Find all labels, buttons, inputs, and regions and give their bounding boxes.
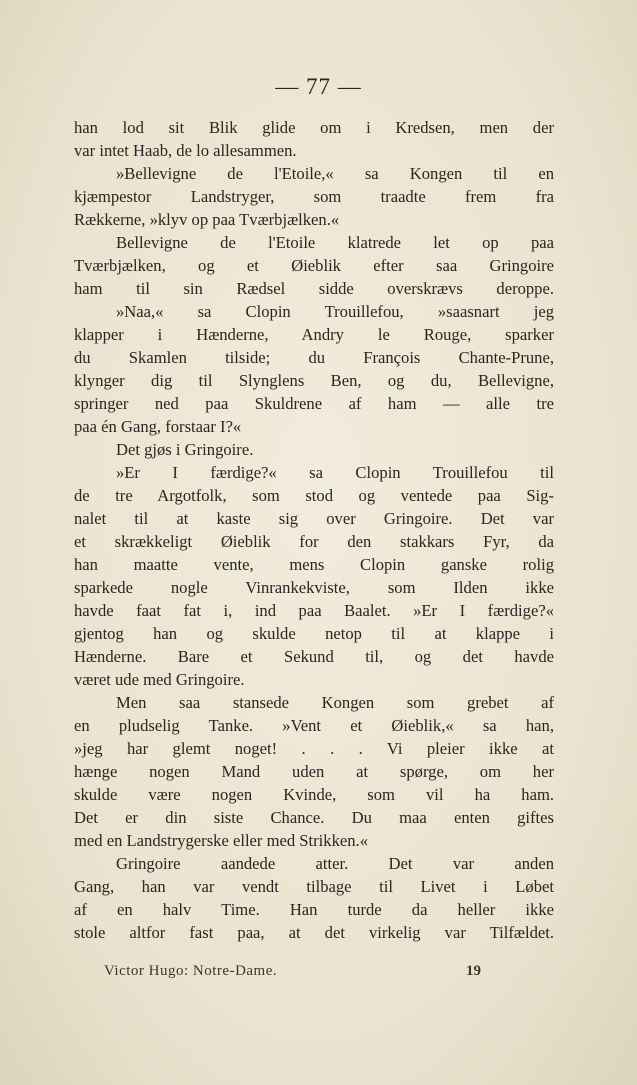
text-line: var intet Haab, de lo allesammen. bbox=[74, 141, 297, 160]
text-line: Hænderne. Bare et Sekund til, og det havde bbox=[74, 647, 554, 666]
text-line: »Bellevigne de l'Etoile,« sa Kongen til en bbox=[116, 164, 554, 183]
text-line: nalet til at kaste sig over Gringoire. Det var bbox=[74, 509, 554, 528]
text-line: hænge nogen Mand uden at spørge, om her bbox=[74, 762, 554, 781]
footer-title: Victor Hugo: Notre-Dame. bbox=[104, 963, 278, 979]
text-line: skulde være nogen Kvinde, som vil ha ham. bbox=[74, 785, 554, 804]
text-line: paa én Gang, forstaar I?« bbox=[74, 417, 242, 436]
text-line: Bellevigne de l'Etoile klatrede let op paa bbox=[116, 233, 554, 252]
text-line: sparkede nogle Vinrankekviste, som Ilden ikke bbox=[74, 578, 554, 597]
text-line: springer ned paa Skuldrene af ham — alle tre bbox=[74, 394, 554, 413]
text-line: Men saa stansede Kongen som grebet af bbox=[116, 693, 554, 712]
text-line: været ude med Gringoire. bbox=[74, 670, 245, 689]
text-line: gjentog han og skulde netop til at klappe i bbox=[74, 624, 554, 643]
text-line: Gringoire aandede atter. Det var anden bbox=[116, 854, 554, 873]
text-line: med en Landstrygerske eller med Strikken.« bbox=[74, 831, 368, 850]
text-line: havde faat fat i, ind paa Baalet. »Er I færdige?« bbox=[74, 601, 554, 620]
text-line: ham til sin Rædsel sidde overskrævs deroppe. bbox=[74, 279, 554, 298]
text-line: et skrækkeligt Øieblik for den stakkars Fyr, da bbox=[74, 532, 554, 551]
text-line: klapper i Hænderne, Andry le Rouge, sparker bbox=[74, 325, 554, 344]
text-line: Det er din siste Chance. Du maa enten giftes bbox=[74, 808, 554, 827]
body-text bbox=[74, 116, 554, 944]
text-line: »jeg har glemt noget! . . . Vi pleier ikke at bbox=[74, 739, 554, 758]
text-line: kjæmpestor Landstryger, som traadte frem fra bbox=[74, 187, 554, 206]
text-line: Tværbjælken, og et Øieblik efter saa Gringoire bbox=[74, 256, 554, 275]
text-line: »Naa,« sa Clopin Trouillefou, »saasnart jeg bbox=[116, 302, 554, 321]
text-line: de tre Argotfolk, som stod og ventede paa Sig- bbox=[74, 486, 554, 505]
text-line: »Er I færdige?« sa Clopin Trouillefou til bbox=[116, 463, 554, 482]
text-line: han maatte vente, mens Clopin ganske rolig bbox=[74, 555, 554, 574]
page-number: — 77 — bbox=[275, 74, 362, 99]
text-line: klynger dig til Slynglens Ben, og du, Bellevigne, bbox=[74, 371, 554, 390]
text-line: en pludselig Tanke. »Vent et Øieblik,« sa han, bbox=[74, 716, 554, 735]
text-line: Det gjøs i Gringoire. bbox=[116, 440, 254, 459]
text-line: du Skamlen tilside; du François Chante-Prune, bbox=[74, 348, 554, 367]
text-line: af en halv Time. Han turde da heller ikke bbox=[74, 900, 554, 919]
signature-mark: 19 bbox=[466, 963, 481, 979]
text-line: stole altfor fast paa, at det virkelig var Tilfældet. bbox=[74, 923, 554, 942]
text-line: han lod sit Blik glide om i Kredsen, men der bbox=[74, 118, 554, 137]
text-line: Gang, han var vendt tilbage til Livet i Løbet bbox=[74, 877, 554, 896]
text-line: Rækkerne, »klyv op paa Tværbjælken.« bbox=[74, 210, 340, 229]
